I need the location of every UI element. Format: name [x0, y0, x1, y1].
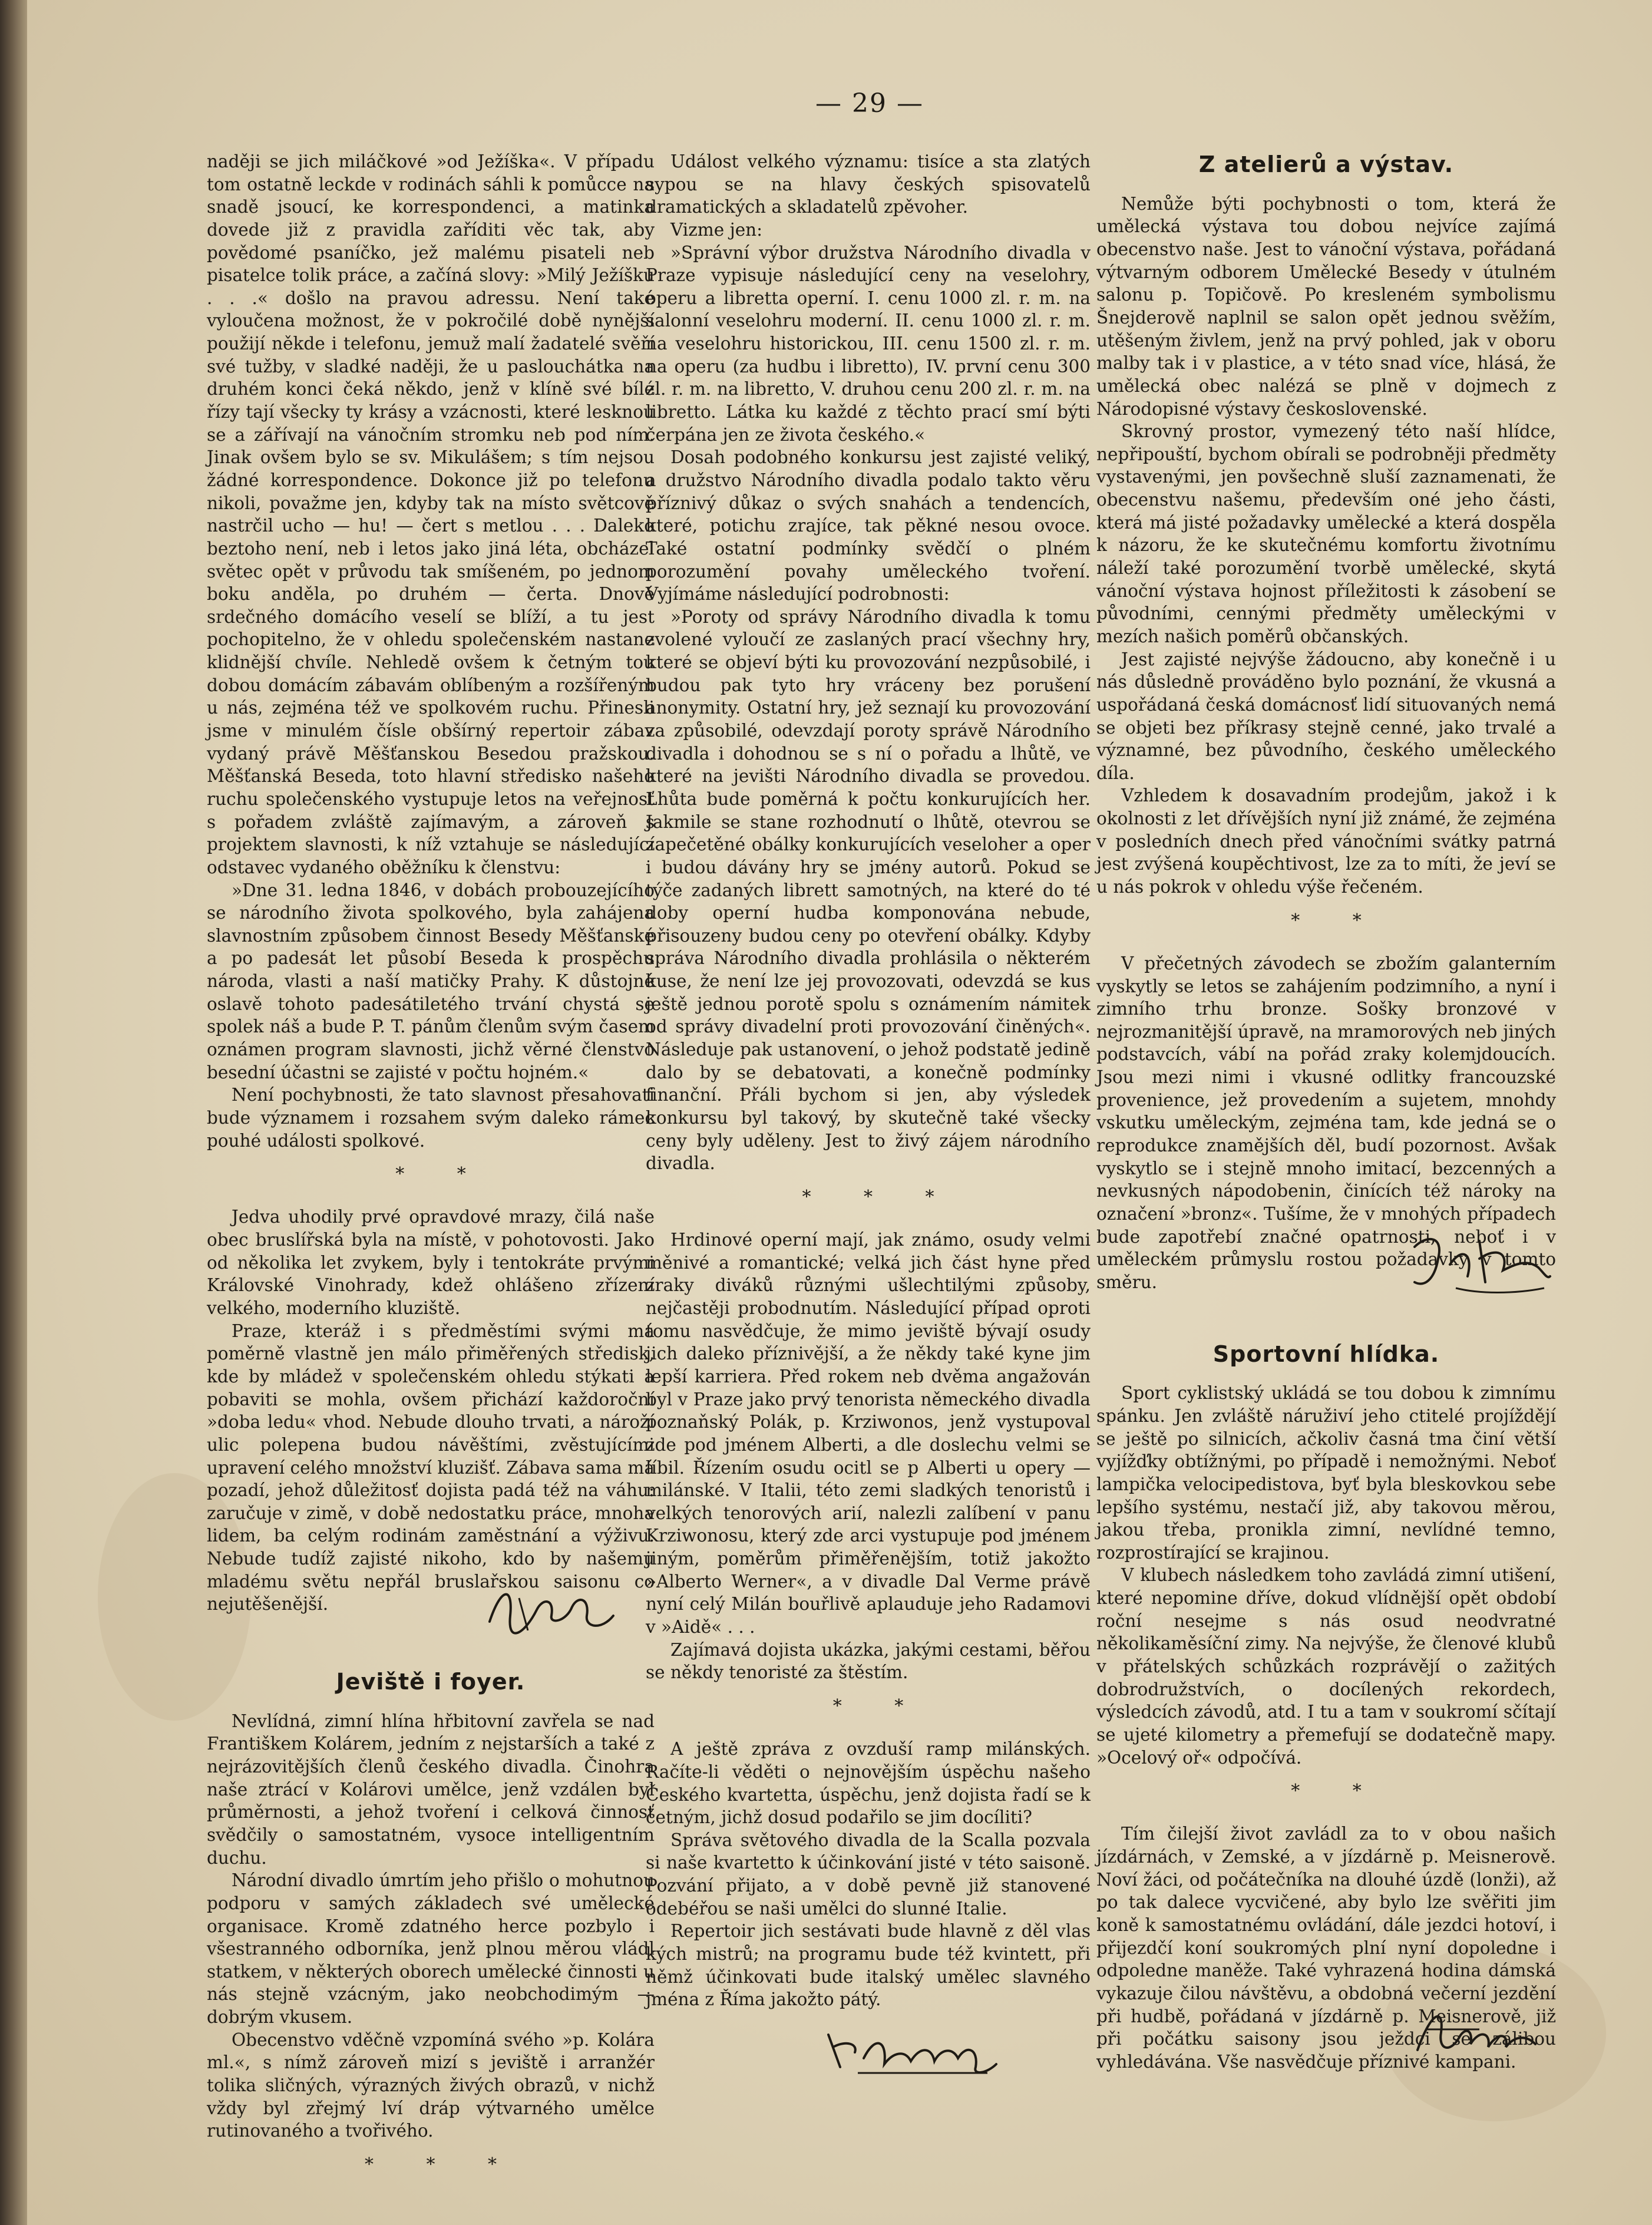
handwritten-signature — [1409, 1997, 1544, 2068]
handwritten-signature — [484, 1574, 619, 1645]
page-number: — 29 — — [815, 88, 924, 118]
section-separator: * * * — [802, 1186, 958, 1207]
paragraph: Vizme jen: — [670, 219, 763, 240]
handwritten-signature — [822, 2017, 999, 2082]
page-binding — [0, 0, 27, 2225]
handwritten-signature — [1403, 1223, 1556, 1306]
paragraph: Obecenstvo vděčně vzpomíná svého »p. Kolára ml.«, s nímž zároveň mizí s jeviště i arranžér tolika sličných, výrazných živých obrazů, v nichž vždy byl zřejmý lví dráp výtvarného umělce rutinovaného a tvořivého. — [207, 2029, 655, 2141]
paragraph: Skrovný prostor, vymezený této naší hlídce, nepřipouští, bychom obírali se podrobněji předměty vystavenými, jen povšechně sluší zaznamenati, že obecenstvu našemu, především oné jeho části, která má jisté požadavky umělecké a která dospěla k názoru, že ke skutečnému komfortu životnímu náleží také porozumění tvorbě umělecké, skytá vánoční výstava hojnost příležitosti k zásobení se původními, cennými předměty uměleckými v mezích našich poměrů občanských. — [1096, 421, 1556, 646]
paragraph: Sport cyklistský ukládá se tou dobou k zimnímu spánku. Jen zvláště náruživí jeho ctitelé projíždějí se ještě po silnicích, ačkoliv časná tma činí větší vyjížďky obtížnými, po případě i nemožnými. Neboť lampička velocipedistova, byť byla bleskovkou sebe lepšího systému, nestačí již, aby takovou měrou, jakou třeba, pronikla zimní, nevlídné temno, rozprostírající se krajinou. — [1096, 1383, 1556, 1563]
paragraph: »Správní výbor družstva Národního divadla v Praze vypisuje následující ceny na veselohry, operu a libretta operní. I. cenu 1000 zl. r. m. na salonní veselohru moderní. II. cenu 1000 zl. r. m. na veselohru historickou, III. cenu 1500 zl. r. m. na operu (za hudbu i libretto), IV. první cenu 300 zl. r. m. na libretto, V. druhou cenu 200 zl. r. m. na libretto. Látka ku každé z těchto prací smí býti čerpána jen ze života českého.« — [646, 242, 1091, 445]
column-2 — [646, 150, 1091, 2088]
paragraph: Událost velkého významu: tisíce a sta zlatých sypou se na hlavy českých spisovatelů dramatických a skladatelů zpěvoher. — [646, 151, 1091, 217]
paragraph: Jest zajisté nejvýše žádoucno, aby konečně i u nás důsledně prováděno bylo poznání, že vkusná a uspořádaná česká domácnosť lidí situovaných nemá se objeti bez příkrasy stejně cenné, jako trvalé a významné, bez původního, českého uměleckého díla. — [1096, 649, 1556, 783]
paragraph: »Dne 31. ledna 1846, v dobách probouzejícího se národního života spolkového, byla zahájena slavnostním způsobem činnost Besedy Měšťanské a po padesát let působí Beseda k prospěchu národa, vlasti a naší matičky Prahy. K důstojné oslavě tohoto padesátiletého trvání chystá se spolek náš a bude P. T. pánům členům svým časem oznámen program slavnosti, jichž věrné členstvo besední účastni se zajisté v počtu hojném.« — [207, 880, 655, 1082]
section-heading: Z atelierů a výstav. — [1198, 151, 1454, 177]
section-separator: * * — [1291, 1781, 1385, 1802]
paragraph: Dosah podobného konkursu jest zajisté veliký, a družstvo Národního divadla podalo takto věru příznivý důkaz o svých snahách a tendencích, které, potichu zrajíce, tak pěkné nesou ovoce. Také ostatní podmínky svědčí o plném porozumění povahy uměleckého tvoření. Vyjímáme následující podrobnosti: — [646, 447, 1091, 605]
paragraph: V přečetných závodech se zbožím galanterním vyskytly se letos se zahájením podzimního, a nyní i zimního trhu bronze. Sošky bronzové v nejrozmanitější úpravě, na mramorových neb jiných podstavcích, vábí na pořád zraky kolemjdoucích. Jsou mezi nimi i vkusné odlitky francouzské provenience, jež provedením a sujetem, mnohdy vskutku uměleckým, zejména tam, kde jedná se o reprodukce znamějších děl, budí pozornost. Avšak vyskytlo se i stejně mnoho imitací, bezcenných a nevkusných nápodobenin, činících též nároky na označení »bronz«. Tušíme, že v mnohých případech bude zapotřebí značné opatrnosti, neboť i v uměleckém průmyslu rostou požadavky v tomto směru. — [1096, 953, 1556, 1292]
section-separator: * * — [395, 1164, 490, 1185]
signature-block — [646, 2011, 1091, 2088]
section-separator: * * * — [364, 2154, 521, 2175]
signature-block — [1096, 2074, 1556, 2097]
paragraph: Jedva uhodily prvé opravdové mrazy, čilá naše obec bruslířská byla na místě, v pohotovosti. Jako od několika let zvykem, byly i tentokráte prvými Královské Vinohrady, kdež ohlášeno zřízení velkého, moderního kluziště. — [207, 1207, 655, 1319]
section-separator: * * — [832, 1695, 927, 1716]
section-separator: * * — [1291, 910, 1385, 931]
paragraph: Zajímavá dojista ukázka, jakými cestami, běřou se někdy tenoristé za štěstím. — [646, 1639, 1091, 1683]
paragraph: Tím čilejší život zavládl za to v obou našich jízdárnách, v Zemské, a v jízdárně p. Meisnerově. Noví žáci, od počátečníka na dlouhé úzdě (lonži), až po tak dalece vycvičené, aby bylo lze svěřiti jim koně k samostatnému ovládání, dále jezdci hotoví, i přijezdčí koní soukromých plní nyní dopoledne i odpoledne maněže. Také vyhrazená hodina dámská vykazuje čilou návštěvu, a obdobná večerní jezdění při hudbě, pořádaná v jízdárně p. Meisnerově, již při počátku saisony jsou ježdci se zálibou vyhledávána. Vše nasvědčuje příznivé kampani. — [1096, 1824, 1556, 2072]
paragraph: V klubech následkem toho zavládá zimní utišení, které nepomine dříve, dokud vlídnější opět období roční nesejme s nás osud neodvratné několikaměsíční zimy. Na nejvýše, že členové klubů v přátelských schůzkách rozprávějí o zažitých dobrodružstvích, o docílených rekordech, výsledcích závodů, atd. I tu a tam v soukromí sčítají se ujeté kilometry a přemefují se dodatečně mapy. »Ocelový oř« odpočívá. — [1096, 1565, 1556, 1768]
newspaper-page — [27, 0, 1652, 2225]
paragraph: Praze, kteráž i s předměstími svými má poměrně vlastně jen málo přiměřených středisk, kde by mládež v společenském ohledu stýkati a pobaviti se mohla, ovšem přichází každoroční »doba ledu« vhod. Nebude dlouho trvati, a nároží ulic polepena budou návěštími, zvěstujícími upravení celého množství kluzišť. Zábava sama má pozadí, jehož důležitosť dojista padá též na váhu: zaručuje v zimě, v době nedostatku práce, mnoha lidem, ba celým rodinám zaměstnání a výživu. Nebude tudíž zajisté nikoho, kdo by našemu mladému světu nepřál bruslařskou saisonu co nejutěšenější. — [207, 1321, 655, 1615]
paragraph: Správa světového divadla de la Scalla pozvala si naše kvartetto k účinkování jisté v této saisoně. Pozvání přijato, a v době pevně již stanovené odebéřou se naši umělci do slunné Italie. — [646, 1830, 1091, 1919]
paragraph: Repertoir jich sestávati bude hlavně z děl vlas kých mistrů; na programu bude též kvintett, při němž účinkovati bude italský umělec slavného jména z Říma jakožto pátý. — [646, 1921, 1091, 2010]
paragraph: Nemůže býti pochybnosti o tom, která že umělecká výstava tou dobou nejvíce zajímá obecenstvo naše. Jest to vánoční výstava, pořádaná výtvarným odborem Umělecké Besedy v útulném salonu p. Topičově. Po kresleném symbolismu Šnejderově naplnil se salon opět jednou svěžím, utěšeným živlem, jenž na prvý pohled, jak v oboru malby tak i v plastice, a v této snad více, hlásá, že umělecká obec nalézá se plně v dojmech z Národopisné výstavy československé. — [1096, 193, 1556, 419]
column-3 — [1096, 150, 1556, 2097]
signature-block — [1096, 1294, 1556, 1329]
paragraph: »Poroty od správy Národního divadla k tomu zvolené vyloučí ze zaslaných prací všechny hry, které se objeví býti ku provozování nezpůsobilé, i budou pak tyto hry vráceny bez porušení anonymity. Ostatní hry, jež seznají ku provozování za způsobilé, odevzdají poroty správě Národního divadla i dohodnou se s ní o pořadu a lhůtě, ve které na jevišti Národního divadla se provedou. Lhůta bude poměrná k počtu konkurujících her. Jakmile se stane rozhodnutí o lhůtě, otevrou se zapečetěné obálky konkurujících veseloher a oper i budou dávány hry se jmény autorů. Pokud se týče zadaných librett samotných, na které do té doby operní hudba komponována nebude, přisouzeny budou ceny po otevření obálky. Kdyby správa Národního divadla prohlásila o některém kuse, že není lze jej provozovati, odevzdá se kus ještě jednou porotě spolu s oznámením námitek od správy divadelní proti provozování činěných«. Následuje pak ustanovení, o jehož podstatě jedině dalo by se debatovati, a konečně podmínky finanční. Přáli bychom si jen, aby výsledek konkursu byl takový, by skutečně také všecky ceny byly uděleny. Jest to živý zájem národního divadla. — [646, 606, 1091, 1174]
paragraph: A ještě zpráva z ovzduší ramp milánských. Račíte-li věděti o nejnovějším úspěchu našeho Českého kvartetta, úspěchu, jenž dojista řadí se k četným, jichž dosud podařilo se jim docíliti? — [646, 1739, 1091, 1828]
paragraph: Hrdinové operní mají, jak známo, osudy velmi měnivé a romantické; velká jich část hyne před zraky diváků různými ušlechtilými způsoby, nejčastěji probodnutím. Následující případ oproti tomu nasvědčuje, že mimo jeviště bývají osudy jich daleko příznivější, a že někdy také kyne jim lepší karriera. Před rokem neb dvěma angažován byl v Praze jako prvý tenorista německého divadla poznaňský Polák, p. Krziwonos, jenž vystupoval zde pod jménem Alberti, a dle doslechu velmi se líbil. Řízením osudu ocitl se p Alberti u opery — milánské. V Italii, této zemi sladkých tenoristů i velkých tenorových arií, nalezli zalíbení v panu Krziwonosu, který zde arci vystupuje pod jménem jiným, poměrům přiměřenějším, totiž jakožto »Alberto Werner«, a v divadle Dal Verme právě nyní celý Milán bouřlivě aplauduje jeho Radamovi v »Aidě« . . . — [646, 1230, 1091, 1638]
paragraph: Vzhledem k dosavadním prodejům, jakož i k okolnosti z let dřívějších nyní již známé, že zejména v posledních dnech před vánočními svátky patrná jest zvýšená koupěchtivost, lze za to míti, že jeví se u nás pokrok v ohledu výše řečeném. — [1096, 785, 1556, 897]
section-heading: Sportovní hlídka. — [1212, 1341, 1440, 1367]
paragraph: naději se jich miláčkové »od Ježíška«. V případu tom ostatně leckde v rodinách sáhli k pomůcce na snadě jsoucí, ke korrespondenci, a matinka dovede již z pravidla zaříditi věc tak, aby povědomé psaníčko, jež malému pisateli neb pisatelce tolik práce, a začíná slovy: »Milý Ježíšku . . .« došlo na pravou adressu. Není také vyloučena možnost, že v pokročilé době nynější použijí někde i telefonu, jemuž malí žadatelé svěří své tužby, v sladké naději, že u paslouchátka na druhém konci čeká někdo, jenž v klíně své bílé řízy tají všecky ty krásy a vzácnosti, které lesknou se a zářívají na vánočním stromku neb pod ním. Jinak ovšem bylo se sv. Mikulášem; s tím nejsou žádné korrespondence. Dokonce již po telefonu nikoli, považme jen, kdyby tak na místo světcově nastrčil ucho — hu! — čert s metlou . . . Daleko beztoho není, neb i letos jako jiná léta, obcházel světec opět v průvodu tak smíšeném, po jednom boku anděla, po druhém — čerta. Dnové srdečného domácího veselí se blíží, a tu jest pochopitelno, že v ohledu společenském nastane klidnější chvíle. Nehledě ovšem k četným tou dobou domácím zábavám oblíbeným a rozšířeným u nás, zejména též ve spolkovém ruchu. Přinesli jsme v minulém čísle obšírný repertoir zábav vydaný právě Měšťanskou Besedou pražskou. Měšťanská Beseda, toto hlavní středisko našeho ruchu společenského vystupuje letos na veřejnosť s pořadem zvláště zajímavým, a zároveň s projektem slavnosti, k níž vztahuje se následující odstavec vydaného oběžníku k členstvu: — [207, 151, 655, 877]
column-1 — [207, 150, 655, 2196]
paragraph: Nevlídná, zimní hlína hřbitovní zavřela se nad Františkem Kolárem, jedním z nejstarších a také z nejrázovitějších členů českého divadla. Činohra naše ztrácí v Kolárovi umělce, jenž vzdálen byl průměrnosti, a jehož tvoření i celková činnosť svědčily o samostatném, vysoce intelligentním duchu. — [207, 1711, 655, 1868]
section-heading: Jeviště i foyer. — [336, 1669, 526, 1695]
signature-block — [207, 1616, 655, 1657]
paragraph: Národní divadlo úmrtím jeho přišlo o mohutnou podporu v samých základech své umělecké organisace. Kromě zdatného herce pozbylo i všestranného odborníka, jenž plnou měrou vládl statkem, v některých oborech umělecké činnosti u nás stejně vzácným, jako neobchodimým — dobrým vkusem. — [207, 1870, 655, 2028]
paragraph: Není pochybnosti, že tato slavnost přesahovati bude významem i rozsahem svým daleko rámec pouhé události spolkové. — [207, 1085, 655, 1151]
